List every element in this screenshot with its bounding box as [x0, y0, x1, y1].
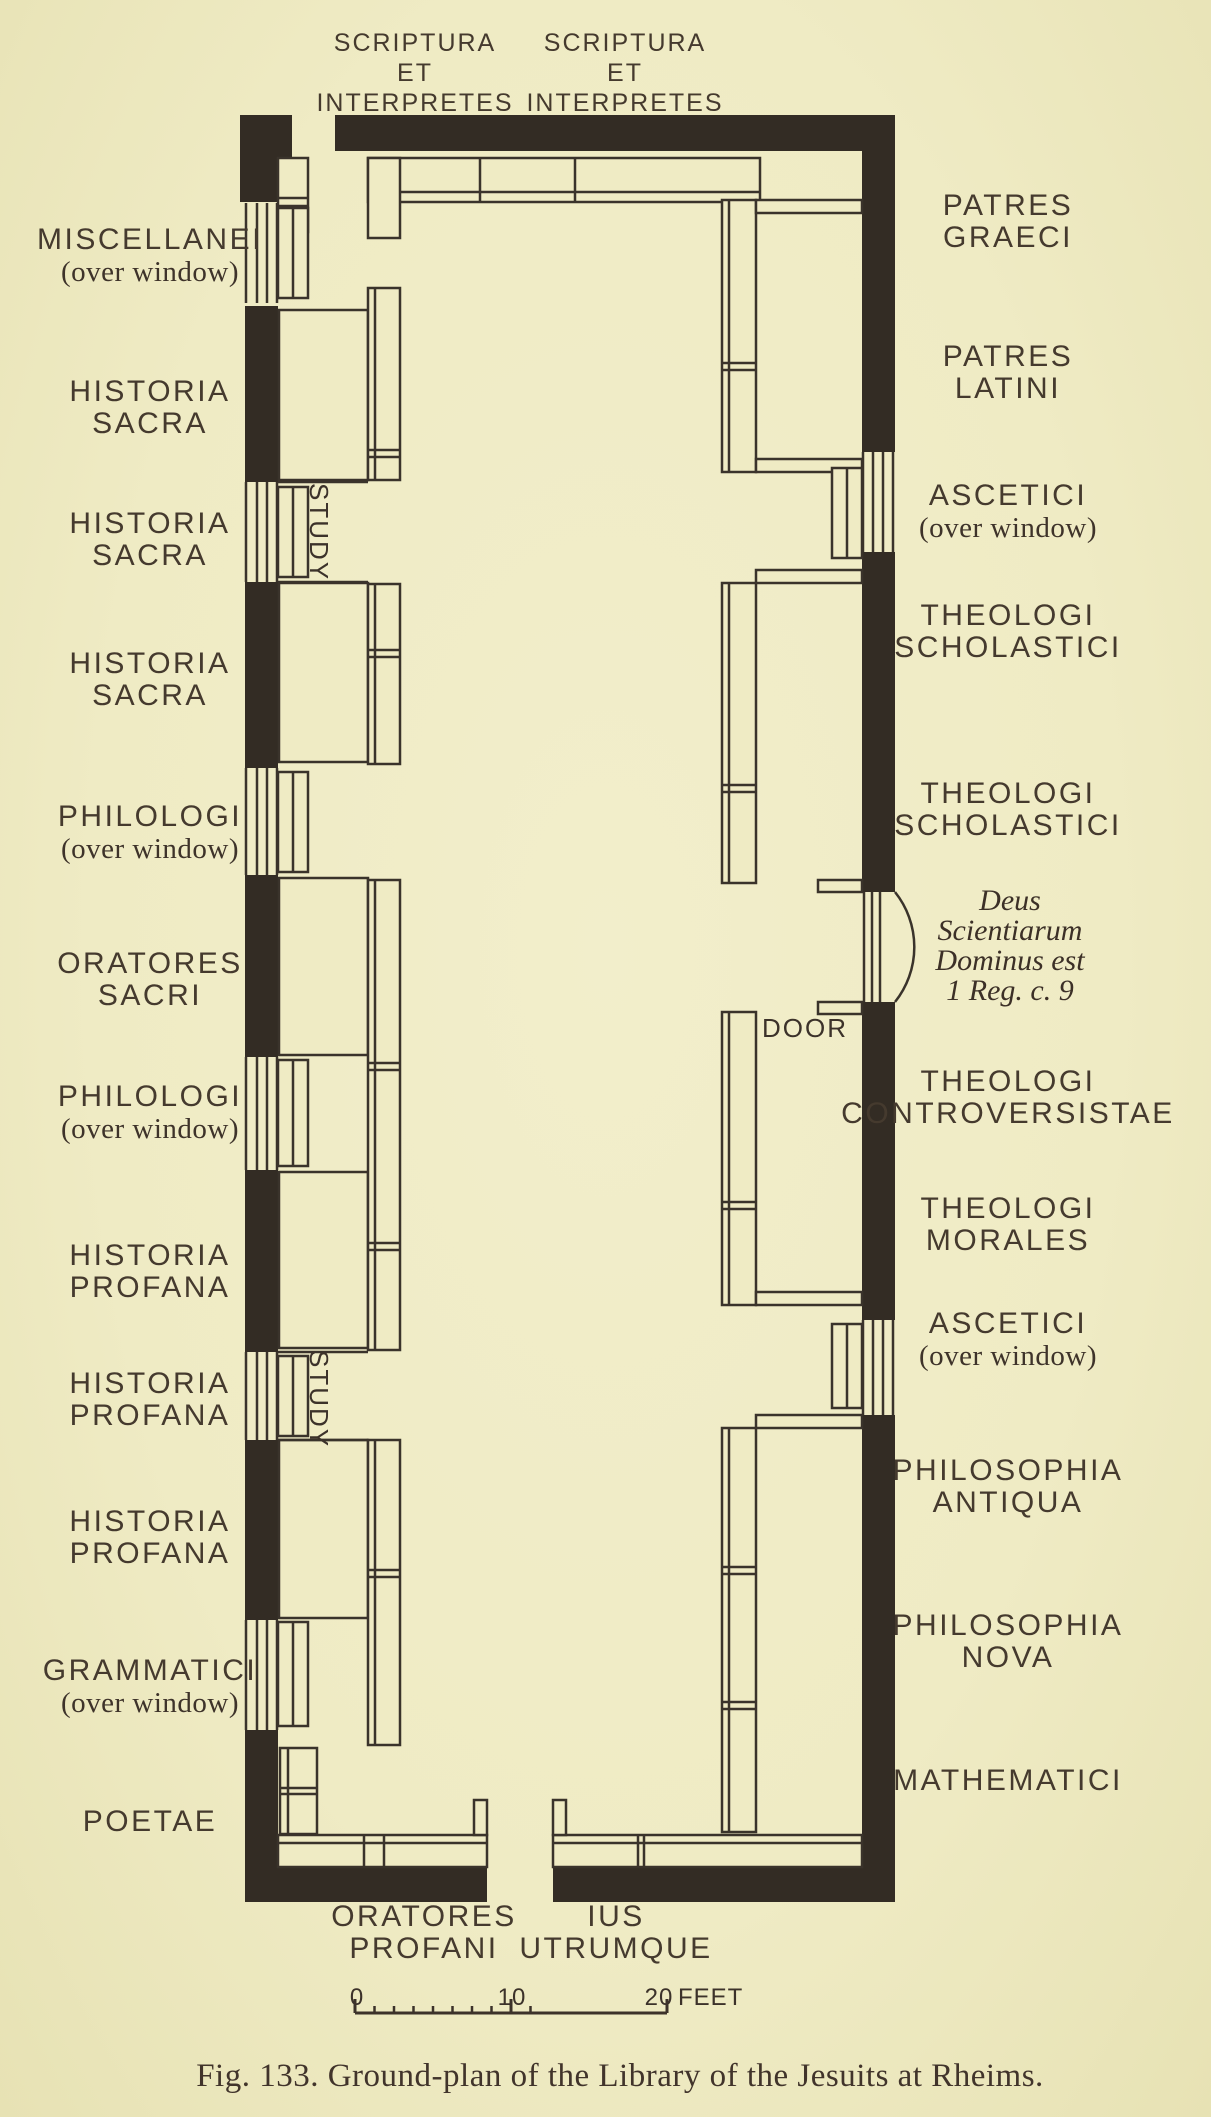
- right-case-strip: [722, 1428, 756, 1832]
- label-line: HISTORIA: [69, 1505, 231, 1538]
- label-line: (over window): [918, 1340, 1098, 1372]
- label-line: THEOLOGI: [920, 599, 1096, 632]
- label-line: PHILOSOPHIA: [892, 1454, 1124, 1487]
- left-case-strip: [368, 584, 400, 764]
- label-line: SCHOLASTICI: [894, 631, 1122, 664]
- label-line: ASCETICI: [928, 1307, 1088, 1340]
- label-line: POETAE: [82, 1805, 218, 1838]
- label-line: NOVA: [961, 1641, 1055, 1674]
- label-line: ET: [607, 59, 643, 87]
- left-label-historia-sacra-2: [0, 508, 320, 572]
- top-wall: [335, 115, 895, 151]
- label-line: HISTORIA: [69, 375, 231, 408]
- inscription-line: 1 Reg. c. 9: [946, 974, 1074, 1007]
- label-line: SACRA: [92, 539, 208, 572]
- left-label-oratores-sacri: [0, 948, 320, 1012]
- bottom-bookcase-right: [553, 1835, 862, 1867]
- figure-caption: Fig. 133. Ground-plan of the Library of the Jesuits at Rheims.: [196, 2058, 1044, 2094]
- right-label-patres-graeci: [838, 190, 1178, 254]
- label-line: IUS: [587, 1900, 645, 1933]
- left-label-poetae: [0, 1806, 320, 1838]
- left-label-philologi-2: [0, 1081, 320, 1145]
- bottom-wall: [553, 1867, 895, 1902]
- top-label-scriptura-right: [495, 28, 755, 118]
- label-line: (over window): [60, 833, 240, 865]
- label-line: ANTIQUA: [932, 1486, 1084, 1519]
- right-label-mathematici: [838, 1765, 1178, 1797]
- right-connector: [756, 1292, 862, 1305]
- label-line: PATRES: [942, 189, 1074, 222]
- left-label-grammatici: [0, 1655, 320, 1719]
- scale-label-0: 0: [349, 1984, 365, 2011]
- right-connector: [756, 570, 862, 583]
- study-label-lower: STUDY: [304, 1350, 334, 1449]
- label-line: PROFANA: [69, 1537, 231, 1570]
- label-line: THEOLOGI: [920, 777, 1096, 810]
- right-connector: [756, 1415, 862, 1428]
- right-label-theologi-scholastici-2: [838, 778, 1178, 842]
- right-label-philosophia-antiqua: [838, 1455, 1178, 1519]
- label-line: LATINI: [954, 372, 1062, 405]
- label-line: HISTORIA: [69, 647, 231, 680]
- label-line: PHILOLOGI: [57, 1080, 243, 1113]
- study-label-upper: STUDY: [304, 483, 334, 582]
- left-label-historia-sacra-1: [0, 376, 320, 440]
- bottom-bookcase-left: [278, 1835, 487, 1867]
- label-line: SACRA: [92, 679, 208, 712]
- scale-label-unit: FEET: [678, 1984, 744, 2011]
- label-line: GRAECI: [942, 221, 1074, 254]
- door-inscription: [850, 886, 1170, 1006]
- scale-label-10: 10: [497, 1984, 527, 2011]
- left-label-historia-profana-3: [0, 1506, 320, 1570]
- label-line: INTERPRETES: [316, 89, 514, 117]
- label-line: MORALES: [925, 1224, 1091, 1257]
- label-line: SCHOLASTICI: [894, 809, 1122, 842]
- label-line: ORATORES: [57, 947, 243, 980]
- right-wall: [862, 1002, 895, 1320]
- label-line: MISCELLANEI: [37, 223, 263, 256]
- right-case-strip: [722, 583, 756, 883]
- left-label-historia-profana-1: [0, 1240, 320, 1304]
- label-line: MATHEMATICI: [893, 1764, 1123, 1797]
- bottom-label-ius-utrumque: [466, 1901, 766, 1965]
- left-label-miscellanei: [0, 224, 320, 288]
- label-line: HISTORIA: [69, 1367, 231, 1400]
- label-line: ET: [397, 59, 433, 87]
- label-line: UTRUMQUE: [519, 1932, 713, 1965]
- right-label-theologi-controversistae: [838, 1066, 1178, 1130]
- label-line: PHILOSOPHIA: [892, 1609, 1124, 1642]
- left-label-historia-profana-2: [0, 1368, 320, 1432]
- label-line: PROFANA: [69, 1399, 231, 1432]
- inscription-line: Dominus est: [935, 944, 1085, 977]
- right-label-philosophia-nova: [838, 1610, 1178, 1674]
- label-line: HISTORIA: [69, 1239, 231, 1272]
- label-line: THEOLOGI: [920, 1192, 1096, 1225]
- label-line: PROFANI: [349, 1932, 499, 1965]
- scale-label-20: 20: [644, 1984, 674, 2011]
- right-label-patres-latini: [838, 341, 1178, 405]
- label-line: SACRA: [92, 407, 208, 440]
- label-line: (over window): [60, 1113, 240, 1145]
- label-line: THEOLOGI: [920, 1065, 1096, 1098]
- label-line: CONTROVERSISTAE: [841, 1097, 1175, 1130]
- right-label-ascetici-1: [838, 480, 1178, 544]
- right-case-strip: [722, 200, 756, 472]
- right-label-theologi-scholastici-1: [838, 600, 1178, 664]
- bottom-case-endcap: [474, 1800, 487, 1835]
- door-label: DOOR: [762, 1013, 848, 1043]
- inscription-line: Deus: [979, 884, 1041, 917]
- right-label-ascetici-2: [838, 1308, 1178, 1372]
- label-line: (over window): [60, 1687, 240, 1719]
- bottom-case-endcap: [553, 1800, 566, 1835]
- label-line: ASCETICI: [928, 479, 1088, 512]
- top-bookcase-end: [368, 158, 400, 238]
- label-line: PHILOLOGI: [57, 800, 243, 833]
- label-line: INTERPRETES: [526, 89, 724, 117]
- label-line: SACRI: [97, 979, 203, 1012]
- left-label-philologi-1: [0, 801, 320, 865]
- left-label-historia-sacra-3: [0, 648, 320, 712]
- label-line: HISTORIA: [69, 507, 231, 540]
- right-case-strip: [722, 1012, 756, 1305]
- label-line: PATRES: [942, 340, 1074, 373]
- left-case-strip: [368, 1440, 400, 1745]
- label-line: SCRIPTURA: [333, 29, 497, 57]
- label-line: SCRIPTURA: [543, 29, 707, 57]
- label-line: PROFANA: [69, 1271, 231, 1304]
- label-line: (over window): [918, 512, 1098, 544]
- left-case-strip: [368, 880, 400, 1350]
- label-line: GRAMMATICI: [42, 1654, 258, 1687]
- label-line: ORATORES: [331, 1900, 517, 1933]
- bottom-wall: [245, 1867, 487, 1902]
- inscription-line: Scientiarum: [937, 914, 1083, 947]
- right-label-theologi-morales: [838, 1193, 1178, 1257]
- top-bookcase: [368, 158, 760, 202]
- label-line: (over window): [60, 256, 240, 288]
